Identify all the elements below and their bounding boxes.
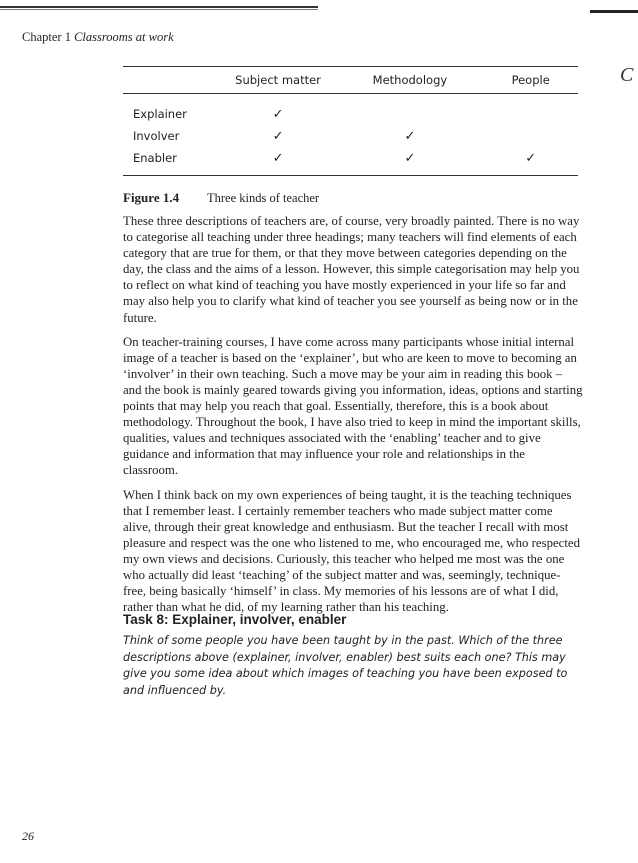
row-label: Enabler [123,147,220,176]
row-label: Involver [133,129,180,143]
teacher-kinds-table [123,66,578,176]
check-mark [336,94,483,126]
check-mark: ✓ [336,147,483,176]
table-row-enabler [123,147,578,176]
right-edge-mark [590,10,638,13]
figure-caption-text: Three kinds of teacher [207,191,320,205]
check-mark [483,125,578,147]
paragraph: When I think back on my own experiences of being taught, it is the teaching techniques that I remember least. I certainly remember teachers who made subject matter come alive, through their great knowledge and enthusiasm. But the teacher I recall with most pleasure and respect was the one who listened to me, who encouraged me, who respected my own views and decisions. Curiously, this teacher who helped me most was the one who actually did least ‘teaching’ of the subject matter and was, seemingly, technique-free, being basically ‘himself’ in class. My memories of his lessons are of what I did, rather than what he did, of my learning rather than his teaching. [123,487,580,615]
table-row-explainer [123,94,578,126]
header-cell-people: People [483,67,578,94]
running-header [22,30,174,45]
top-rule-thin [0,9,318,10]
page-number: 26 [22,829,34,843]
row-label: Explainer [133,107,187,121]
check-mark: ✓ [272,106,284,122]
task-text: Think of some people you have been taught by in the past. Which of the three descriptions above (explainer, involver, enabler) best suits each one? This may give you some idea about which images of teaching you have been exposed to and influenced by. [123,634,568,697]
task-heading: Task 8: Explainer, involver, enabler [123,612,347,627]
top-rule [0,6,318,8]
header-cell-subject-matter: Subject matter [220,67,337,94]
figure-number: Figure 1.4 [123,190,180,205]
check-mark: ✓ [483,147,578,176]
paragraph: On teacher-training courses, I have come across many participants whose initial internal image of a teacher is based on the ‘explainer’, but who are keen to move to becoming an ‘involver’ in their own teaching. Such a move may be your aim in reading this book – and the book is mainly geared towards giving you information, ideas, options and starting points that may help you reach that goal. Essentially, therefore, this is a book about methodology. Throughout the book, I have also tried to keep in mind the important skills, qualities, values and techniques associated with the ‘enabling’ teacher and to give guidance and information that may influence your role and relationships in the classroom. [123,334,583,478]
table-header-row [123,67,578,94]
chapter-title: Classrooms at work [74,30,174,44]
table-row-involver [123,125,578,147]
check-mark: ✓ [404,128,416,144]
check-mark: ✓ [272,128,284,144]
body-text [123,213,583,623]
header-cell-empty [123,67,220,94]
paragraph: These three descriptions of teachers are, of course, very broadly painted. There is no way to categorise all teaching under three headings; many teachers will find elements of each category that are true for them, or that they move between categories depending on the day, the class and the aims of a lesson. However, this simple categorisation may help you to reflect on what kind of teaching you have mostly experienced in your life so far and may also help you to clarify what kind of teacher you see yourself as being now or in the future. [123,214,580,325]
header-cell-methodology: Methodology [336,67,483,94]
check-mark: ✓ [220,147,337,176]
chapter-label: Chapter 1 [22,30,71,44]
figure-caption [123,190,319,206]
next-page-letter: C [620,64,634,86]
check-mark [483,94,578,126]
